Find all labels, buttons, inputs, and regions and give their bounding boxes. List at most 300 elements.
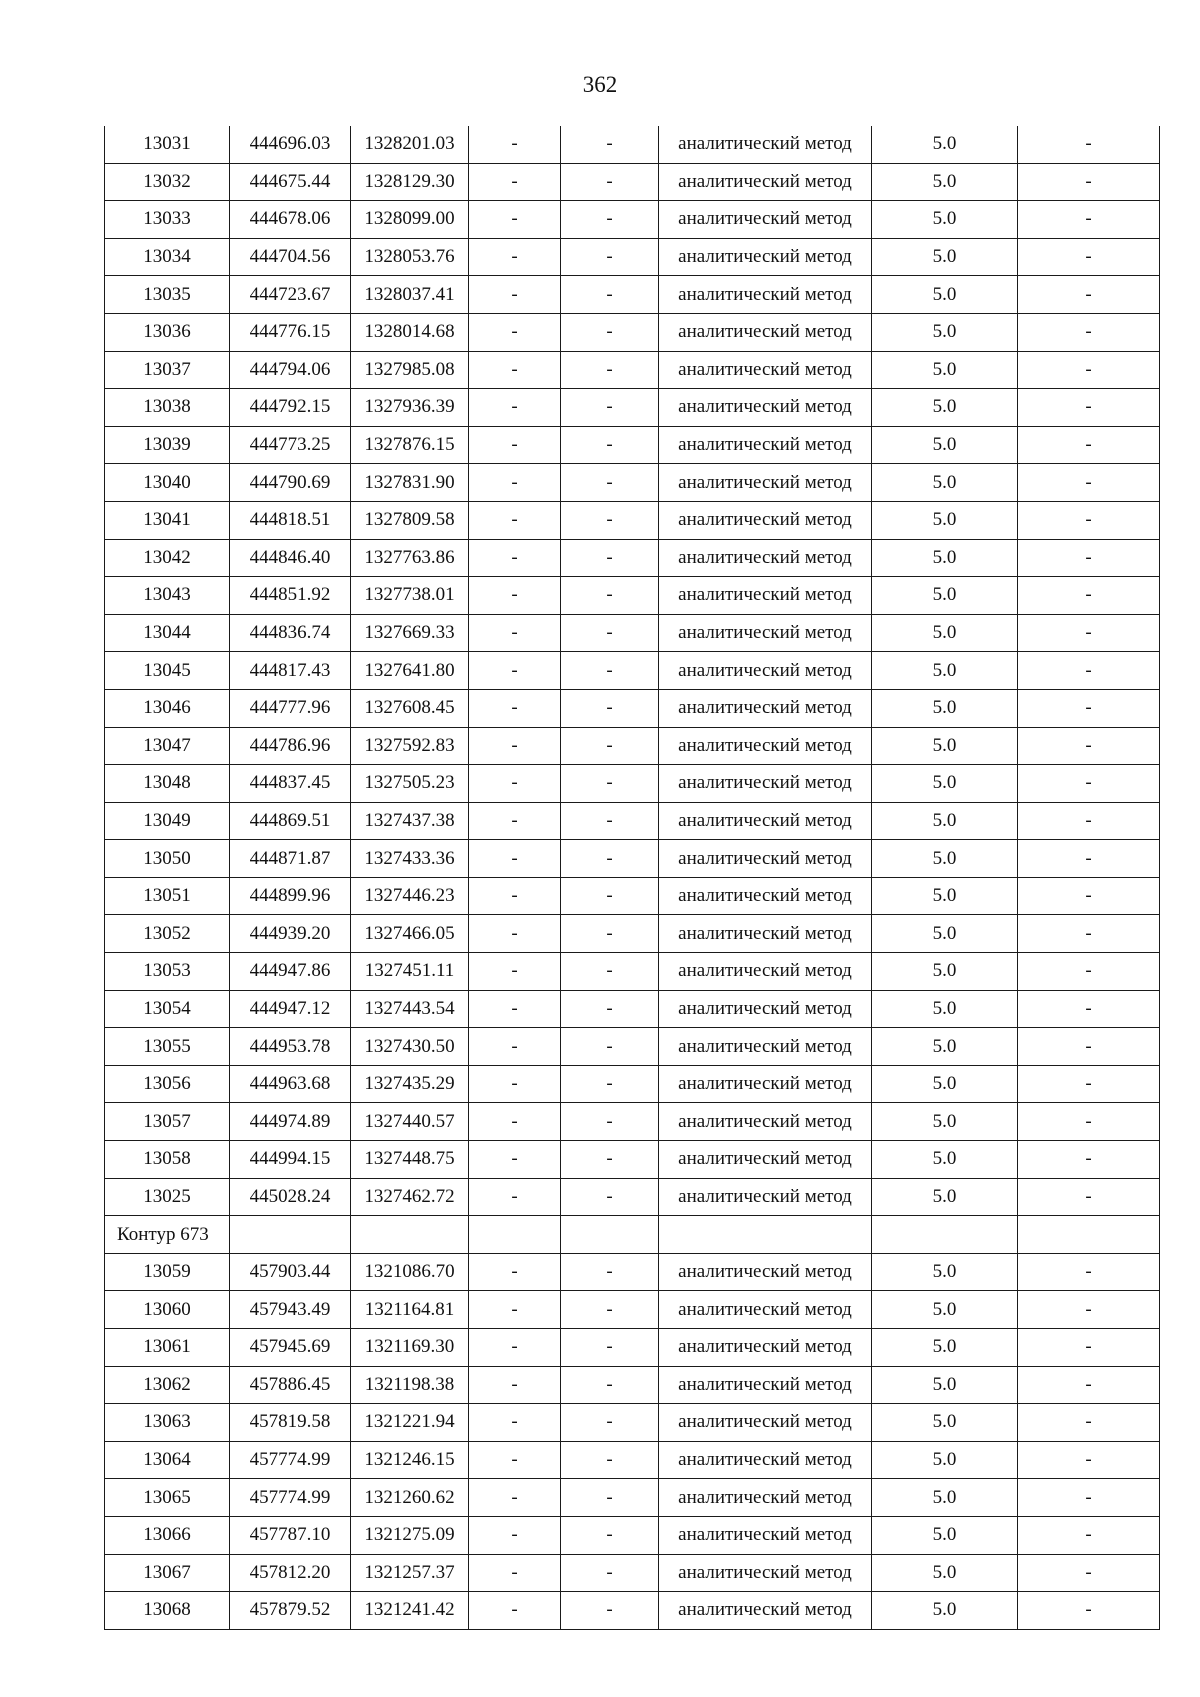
empty-col-8-cell: - <box>1018 1065 1160 1103</box>
point-number-cell: 13054 <box>105 990 230 1028</box>
empty-col-8-cell: - <box>1018 163 1160 201</box>
empty-col-8-cell: - <box>1018 1291 1160 1329</box>
table-row <box>105 238 1160 276</box>
table-row <box>105 915 1160 953</box>
empty-col-4-cell: - <box>469 1366 561 1404</box>
method-cell: аналитический метод <box>659 539 872 577</box>
table-row <box>105 953 1160 991</box>
y-coordinate-cell: 1327669.33 <box>351 614 469 652</box>
table-row <box>105 802 1160 840</box>
y-coordinate-cell: 1327446.23 <box>351 877 469 915</box>
y-coordinate-cell: 1327831.90 <box>351 464 469 502</box>
point-number-cell: 13032 <box>105 163 230 201</box>
method-cell: аналитический метод <box>659 426 872 464</box>
empty-col-4-cell: - <box>469 539 561 577</box>
coordinates-table-body <box>105 126 1160 1629</box>
method-cell: аналитический метод <box>659 953 872 991</box>
point-number-cell: 13040 <box>105 464 230 502</box>
y-coordinate-cell: 1327437.38 <box>351 802 469 840</box>
method-cell: аналитический метод <box>659 276 872 314</box>
method-cell: аналитический метод <box>659 840 872 878</box>
empty-col-8-cell: - <box>1018 501 1160 539</box>
x-coordinate-cell: 444817.43 <box>230 652 351 690</box>
table-row <box>105 1366 1160 1404</box>
table-row <box>105 1554 1160 1592</box>
empty-col-4-cell: - <box>469 990 561 1028</box>
accuracy-cell: 5.0 <box>872 238 1018 276</box>
accuracy-cell: 5.0 <box>872 1253 1018 1291</box>
accuracy-cell: 5.0 <box>872 1479 1018 1517</box>
point-number-cell: 13033 <box>105 201 230 239</box>
x-coordinate-cell: 444837.45 <box>230 765 351 803</box>
method-cell: аналитический метод <box>659 1178 872 1216</box>
point-number-cell: 13058 <box>105 1141 230 1179</box>
x-coordinate-cell: 457943.49 <box>230 1291 351 1329</box>
empty-col-4-cell: - <box>469 313 561 351</box>
y-coordinate-cell: 1321275.09 <box>351 1516 469 1554</box>
x-coordinate-cell: 444773.25 <box>230 426 351 464</box>
point-number-cell: 13063 <box>105 1404 230 1442</box>
empty-col-8-cell: - <box>1018 201 1160 239</box>
accuracy-cell: 5.0 <box>872 426 1018 464</box>
point-number-cell: 13044 <box>105 614 230 652</box>
empty-col-4-cell: - <box>469 126 561 163</box>
empty-col-5-cell: - <box>561 201 659 239</box>
empty-col-4-cell: - <box>469 727 561 765</box>
empty-col-4-cell: - <box>469 1329 561 1367</box>
empty-col-4-cell: - <box>469 163 561 201</box>
accuracy-cell: 5.0 <box>872 539 1018 577</box>
contour-row <box>105 1216 1160 1254</box>
y-coordinate-cell: 1321086.70 <box>351 1253 469 1291</box>
empty-col-4-cell: - <box>469 802 561 840</box>
empty-col-4-cell: - <box>469 351 561 389</box>
table-row <box>105 1291 1160 1329</box>
table-row <box>105 1329 1160 1367</box>
accuracy-cell: 5.0 <box>872 614 1018 652</box>
accuracy-cell: 5.0 <box>872 1141 1018 1179</box>
point-number-cell: 13042 <box>105 539 230 577</box>
page-number: 362 <box>582 72 618 97</box>
table-row <box>105 1103 1160 1141</box>
accuracy-cell: 5.0 <box>872 1366 1018 1404</box>
empty-col-8-cell: - <box>1018 313 1160 351</box>
table-row <box>105 1441 1160 1479</box>
accuracy-cell: 5.0 <box>872 765 1018 803</box>
y-coordinate-cell: 1321241.42 <box>351 1592 469 1630</box>
accuracy-cell: 5.0 <box>872 802 1018 840</box>
y-coordinate-cell: 1327876.15 <box>351 426 469 464</box>
empty-col-5-cell: - <box>561 1404 659 1442</box>
y-coordinate-cell: 1327809.58 <box>351 501 469 539</box>
y-coordinate-cell: 1321246.15 <box>351 1441 469 1479</box>
empty-col-5-cell: - <box>561 990 659 1028</box>
point-number-cell: 13039 <box>105 426 230 464</box>
x-coordinate-cell: 444994.15 <box>230 1141 351 1179</box>
accuracy-cell: 5.0 <box>872 501 1018 539</box>
empty-col-5-cell: - <box>561 1291 659 1329</box>
empty-col-8-cell: - <box>1018 238 1160 276</box>
method-cell: аналитический метод <box>659 577 872 615</box>
x-coordinate-cell: 444869.51 <box>230 802 351 840</box>
empty-col-8-cell: - <box>1018 577 1160 615</box>
x-coordinate-cell: 444963.68 <box>230 1065 351 1103</box>
method-cell: аналитический метод <box>659 313 872 351</box>
point-number-cell: 13049 <box>105 802 230 840</box>
table-row <box>105 464 1160 502</box>
accuracy-cell: 5.0 <box>872 689 1018 727</box>
point-number-cell: 13064 <box>105 1441 230 1479</box>
empty-col-5-cell: - <box>561 163 659 201</box>
point-number-cell: 13056 <box>105 1065 230 1103</box>
table-row <box>105 1516 1160 1554</box>
empty-col-5-cell: - <box>561 464 659 502</box>
y-coordinate-cell: 1327443.54 <box>351 990 469 1028</box>
table-row <box>105 1253 1160 1291</box>
empty-col-4-cell: - <box>469 426 561 464</box>
y-coordinate-cell: 1328099.00 <box>351 201 469 239</box>
table-row <box>105 1592 1160 1630</box>
point-number-cell: 13060 <box>105 1291 230 1329</box>
accuracy-cell: 5.0 <box>872 1516 1018 1554</box>
table-row <box>105 877 1160 915</box>
x-coordinate-cell: 444678.06 <box>230 201 351 239</box>
empty-col-8-cell: - <box>1018 1441 1160 1479</box>
empty-col-4-cell: - <box>469 1253 561 1291</box>
empty-col-5-cell: - <box>561 313 659 351</box>
point-number-cell: 13045 <box>105 652 230 690</box>
table-row <box>105 389 1160 427</box>
point-number-cell: 13041 <box>105 501 230 539</box>
x-coordinate-cell: 444776.15 <box>230 313 351 351</box>
table-row <box>105 539 1160 577</box>
empty-col-4-cell: - <box>469 1441 561 1479</box>
accuracy-cell: 5.0 <box>872 163 1018 201</box>
empty-col-8-cell: - <box>1018 126 1160 163</box>
method-cell: аналитический метод <box>659 389 872 427</box>
x-coordinate-cell: 457886.45 <box>230 1366 351 1404</box>
y-coordinate-cell: 1328201.03 <box>351 126 469 163</box>
table-row <box>105 990 1160 1028</box>
empty-col-5-cell: - <box>561 1479 659 1517</box>
table-row <box>105 1404 1160 1442</box>
table-row <box>105 313 1160 351</box>
empty-col-4-cell: - <box>469 1178 561 1216</box>
accuracy-cell: 5.0 <box>872 953 1018 991</box>
x-coordinate-cell <box>230 1216 351 1254</box>
empty-col-5-cell: - <box>561 1592 659 1630</box>
accuracy-cell: 5.0 <box>872 126 1018 163</box>
x-coordinate-cell: 457819.58 <box>230 1404 351 1442</box>
empty-col-8-cell: - <box>1018 1103 1160 1141</box>
empty-col-5-cell: - <box>561 1329 659 1367</box>
point-number-cell: 13037 <box>105 351 230 389</box>
y-coordinate-cell: 1327433.36 <box>351 840 469 878</box>
y-coordinate-cell: 1327641.80 <box>351 652 469 690</box>
x-coordinate-cell: 457903.44 <box>230 1253 351 1291</box>
empty-col-4-cell: - <box>469 1141 561 1179</box>
y-coordinate-cell: 1327466.05 <box>351 915 469 953</box>
y-coordinate-cell <box>351 1216 469 1254</box>
accuracy-cell: 5.0 <box>872 351 1018 389</box>
empty-col-5-cell: - <box>561 953 659 991</box>
x-coordinate-cell: 457879.52 <box>230 1592 351 1630</box>
method-cell: аналитический метод <box>659 689 872 727</box>
accuracy-cell: 5.0 <box>872 389 1018 427</box>
accuracy-cell: 5.0 <box>872 1028 1018 1066</box>
empty-col-4-cell: - <box>469 1404 561 1442</box>
y-coordinate-cell: 1327448.75 <box>351 1141 469 1179</box>
empty-col-8-cell: - <box>1018 689 1160 727</box>
y-coordinate-cell: 1328129.30 <box>351 163 469 201</box>
point-number-cell: 13038 <box>105 389 230 427</box>
table-row <box>105 126 1160 163</box>
empty-col-4-cell: - <box>469 577 561 615</box>
point-number-cell: 13036 <box>105 313 230 351</box>
empty-col-4-cell: - <box>469 1028 561 1066</box>
y-coordinate-cell: 1321198.38 <box>351 1366 469 1404</box>
method-cell: аналитический метод <box>659 238 872 276</box>
method-cell: аналитический метод <box>659 652 872 690</box>
point-number-cell: 13048 <box>105 765 230 803</box>
x-coordinate-cell: 444947.86 <box>230 953 351 991</box>
empty-col-8-cell: - <box>1018 990 1160 1028</box>
x-coordinate-cell: 444974.89 <box>230 1103 351 1141</box>
y-coordinate-cell: 1327440.57 <box>351 1103 469 1141</box>
x-coordinate-cell: 444836.74 <box>230 614 351 652</box>
y-coordinate-cell: 1321164.81 <box>351 1291 469 1329</box>
method-cell: аналитический метод <box>659 351 872 389</box>
method-cell: аналитический метод <box>659 1329 872 1367</box>
accuracy-cell: 5.0 <box>872 1592 1018 1630</box>
empty-col-5-cell: - <box>561 727 659 765</box>
table-row <box>105 1028 1160 1066</box>
empty-col-8-cell: - <box>1018 727 1160 765</box>
empty-col-8-cell: - <box>1018 1404 1160 1442</box>
method-cell: аналитический метод <box>659 1253 872 1291</box>
empty-col-5-cell: - <box>561 1178 659 1216</box>
y-coordinate-cell: 1328053.76 <box>351 238 469 276</box>
empty-col-8-cell: - <box>1018 953 1160 991</box>
method-cell <box>659 1216 872 1254</box>
x-coordinate-cell: 444871.87 <box>230 840 351 878</box>
accuracy-cell: 5.0 <box>872 915 1018 953</box>
method-cell: аналитический метод <box>659 1479 872 1517</box>
y-coordinate-cell: 1327462.72 <box>351 1178 469 1216</box>
table-row <box>105 351 1160 389</box>
method-cell: аналитический метод <box>659 1592 872 1630</box>
empty-col-5-cell: - <box>561 1028 659 1066</box>
x-coordinate-cell: 444818.51 <box>230 501 351 539</box>
y-coordinate-cell: 1327435.29 <box>351 1065 469 1103</box>
empty-col-8-cell: - <box>1018 389 1160 427</box>
accuracy-cell: 5.0 <box>872 1065 1018 1103</box>
empty-col-5-cell <box>561 1216 659 1254</box>
empty-col-8-cell: - <box>1018 351 1160 389</box>
table-row <box>105 426 1160 464</box>
empty-col-5-cell: - <box>561 1516 659 1554</box>
y-coordinate-cell: 1327505.23 <box>351 765 469 803</box>
accuracy-cell: 5.0 <box>872 840 1018 878</box>
empty-col-8-cell: - <box>1018 276 1160 314</box>
empty-col-4-cell: - <box>469 953 561 991</box>
y-coordinate-cell: 1327608.45 <box>351 689 469 727</box>
point-number-cell: 13051 <box>105 877 230 915</box>
empty-col-5-cell: - <box>561 426 659 464</box>
empty-col-5-cell: - <box>561 652 659 690</box>
point-number-cell: 13035 <box>105 276 230 314</box>
empty-col-5-cell: - <box>561 1366 659 1404</box>
table-row <box>105 765 1160 803</box>
method-cell: аналитический метод <box>659 727 872 765</box>
x-coordinate-cell: 457945.69 <box>230 1329 351 1367</box>
table-row <box>105 614 1160 652</box>
y-coordinate-cell: 1327451.11 <box>351 953 469 991</box>
point-number-cell: 13043 <box>105 577 230 615</box>
empty-col-5-cell: - <box>561 389 659 427</box>
x-coordinate-cell: 444953.78 <box>230 1028 351 1066</box>
point-number-cell: 13057 <box>105 1103 230 1141</box>
accuracy-cell: 5.0 <box>872 276 1018 314</box>
empty-col-4-cell: - <box>469 1554 561 1592</box>
y-coordinate-cell: 1328037.41 <box>351 276 469 314</box>
table-row <box>105 163 1160 201</box>
empty-col-5-cell: - <box>561 1554 659 1592</box>
table-row <box>105 501 1160 539</box>
empty-col-5-cell: - <box>561 501 659 539</box>
y-coordinate-cell: 1327936.39 <box>351 389 469 427</box>
table-row <box>105 689 1160 727</box>
empty-col-4-cell: - <box>469 1065 561 1103</box>
method-cell: аналитический метод <box>659 1554 872 1592</box>
x-coordinate-cell: 444794.06 <box>230 351 351 389</box>
empty-col-4-cell: - <box>469 464 561 502</box>
x-coordinate-cell: 444947.12 <box>230 990 351 1028</box>
method-cell: аналитический метод <box>659 1141 872 1179</box>
y-coordinate-cell: 1328014.68 <box>351 313 469 351</box>
method-cell: аналитический метод <box>659 1028 872 1066</box>
x-coordinate-cell: 444777.96 <box>230 689 351 727</box>
empty-col-8-cell: - <box>1018 840 1160 878</box>
empty-col-4-cell: - <box>469 765 561 803</box>
method-cell: аналитический метод <box>659 1103 872 1141</box>
empty-col-5-cell: - <box>561 915 659 953</box>
accuracy-cell: 5.0 <box>872 1441 1018 1479</box>
method-cell: аналитический метод <box>659 614 872 652</box>
x-coordinate-cell: 444723.67 <box>230 276 351 314</box>
table-row <box>105 727 1160 765</box>
x-coordinate-cell: 457787.10 <box>230 1516 351 1554</box>
empty-col-4-cell: - <box>469 1291 561 1329</box>
table-row <box>105 1178 1160 1216</box>
empty-col-8-cell: - <box>1018 765 1160 803</box>
empty-col-8-cell: - <box>1018 1329 1160 1367</box>
x-coordinate-cell: 444792.15 <box>230 389 351 427</box>
empty-col-8-cell <box>1018 1216 1160 1254</box>
table-row <box>105 577 1160 615</box>
x-coordinate-cell: 457774.99 <box>230 1479 351 1517</box>
y-coordinate-cell: 1327985.08 <box>351 351 469 389</box>
y-coordinate-cell: 1321169.30 <box>351 1329 469 1367</box>
y-coordinate-cell: 1327738.01 <box>351 577 469 615</box>
empty-col-5-cell: - <box>561 689 659 727</box>
accuracy-cell: 5.0 <box>872 1291 1018 1329</box>
x-coordinate-cell: 444851.92 <box>230 577 351 615</box>
empty-col-8-cell: - <box>1018 426 1160 464</box>
method-cell: аналитический метод <box>659 501 872 539</box>
x-coordinate-cell: 445028.24 <box>230 1178 351 1216</box>
empty-col-8-cell: - <box>1018 1516 1160 1554</box>
empty-col-4-cell: - <box>469 1479 561 1517</box>
method-cell: аналитический метод <box>659 802 872 840</box>
x-coordinate-cell: 444786.96 <box>230 727 351 765</box>
empty-col-4-cell: - <box>469 276 561 314</box>
x-coordinate-cell: 444790.69 <box>230 464 351 502</box>
point-number-cell: 13068 <box>105 1592 230 1630</box>
empty-col-5-cell: - <box>561 238 659 276</box>
y-coordinate-cell: 1327430.50 <box>351 1028 469 1066</box>
empty-col-8-cell: - <box>1018 1366 1160 1404</box>
accuracy-cell: 5.0 <box>872 577 1018 615</box>
method-cell: аналитический метод <box>659 1441 872 1479</box>
empty-col-5-cell: - <box>561 1065 659 1103</box>
empty-col-4-cell: - <box>469 689 561 727</box>
accuracy-cell: 5.0 <box>872 877 1018 915</box>
method-cell: аналитический метод <box>659 163 872 201</box>
accuracy-cell: 5.0 <box>872 1103 1018 1141</box>
method-cell: аналитический метод <box>659 1404 872 1442</box>
empty-col-4-cell: - <box>469 877 561 915</box>
y-coordinate-cell: 1327763.86 <box>351 539 469 577</box>
empty-col-8-cell: - <box>1018 1253 1160 1291</box>
empty-col-8-cell: - <box>1018 652 1160 690</box>
empty-col-8-cell: - <box>1018 1141 1160 1179</box>
point-number-cell: 13059 <box>105 1253 230 1291</box>
x-coordinate-cell: 444939.20 <box>230 915 351 953</box>
point-number-cell: 13034 <box>105 238 230 276</box>
method-cell: аналитический метод <box>659 915 872 953</box>
empty-col-5-cell: - <box>561 1441 659 1479</box>
empty-col-4-cell <box>469 1216 561 1254</box>
empty-col-4-cell: - <box>469 501 561 539</box>
coordinates-table <box>104 126 1160 1630</box>
empty-col-4-cell: - <box>469 201 561 239</box>
y-coordinate-cell: 1321221.94 <box>351 1404 469 1442</box>
y-coordinate-cell: 1327592.83 <box>351 727 469 765</box>
table-row <box>105 1065 1160 1103</box>
accuracy-cell: 5.0 <box>872 313 1018 351</box>
empty-col-8-cell: - <box>1018 915 1160 953</box>
accuracy-cell: 5.0 <box>872 201 1018 239</box>
table-row <box>105 201 1160 239</box>
method-cell: аналитический метод <box>659 1516 872 1554</box>
accuracy-cell: 5.0 <box>872 464 1018 502</box>
point-number-cell: 13052 <box>105 915 230 953</box>
empty-col-5-cell: - <box>561 765 659 803</box>
empty-col-8-cell: - <box>1018 877 1160 915</box>
empty-col-8-cell: - <box>1018 1592 1160 1630</box>
accuracy-cell: 5.0 <box>872 727 1018 765</box>
table-row <box>105 652 1160 690</box>
empty-col-8-cell: - <box>1018 464 1160 502</box>
empty-col-4-cell: - <box>469 1103 561 1141</box>
table-row <box>105 276 1160 314</box>
x-coordinate-cell: 444696.03 <box>230 126 351 163</box>
accuracy-cell: 5.0 <box>872 1178 1018 1216</box>
method-cell: аналитический метод <box>659 464 872 502</box>
method-cell: аналитический метод <box>659 990 872 1028</box>
empty-col-8-cell: - <box>1018 614 1160 652</box>
